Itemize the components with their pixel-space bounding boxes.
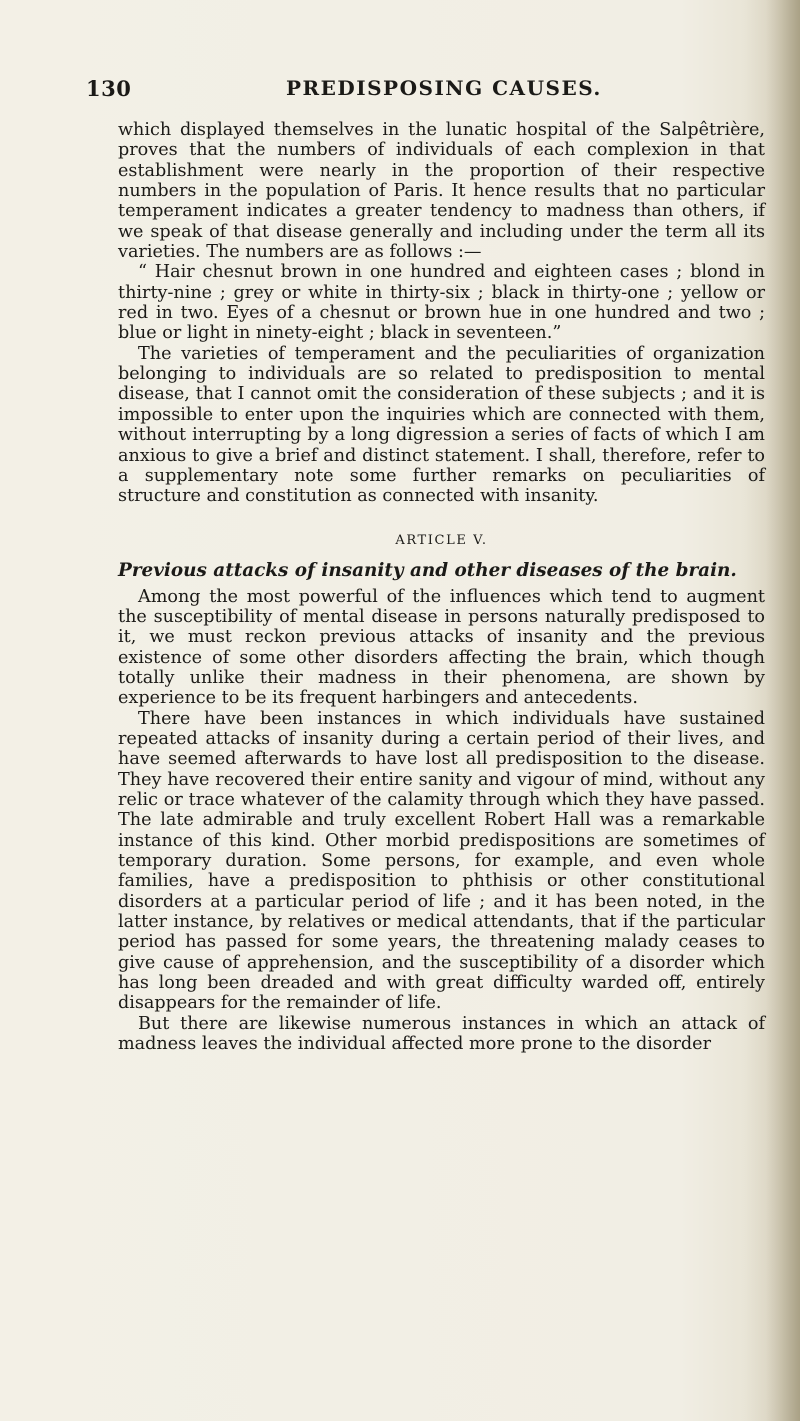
page-header (86, 76, 716, 110)
article-label: ARTICLE V. (395, 532, 488, 548)
paragraph-continuation: which displayed themselves in the lunatic hospital of the Salpêtrière, proves that the numbers of individuals of each complexion in that establishment were nearly in the proportion of their respective numbers in the population of Paris. It hence results that no particular temperament indicates a greater tendency to madness than others, if we speak of that disease generally and including under the term all its varieties. The numbers are as follows :— (118, 120, 765, 263)
page-number: 130 (86, 76, 132, 101)
article-paragraph: Among the most powerful of the influences which tend to augment the susceptibility of mental disease in persons naturally predisposed to it, we must reckon previous attacks of insanity and the previous existence of some other disorders affecting the brain, which though totally unlike their madness in their phenomena, are shown by experience to be its frequent harbingers and antecedents. (118, 586, 765, 709)
paragraph-quotation: “ Hair chesnut brown in one hundred and eighteen cases ; blond in thirty-nine ; grey or white in thirty-six ; black in thirty-one ; yellow or red in two. Eyes of a chesnut or brown hue in one hundred and two ; blue or light in ninety-eight ; black in seventeen.” (118, 262, 765, 344)
running-head: PREDISPOSING CAUSES. (286, 76, 602, 100)
article-paragraph: But there are likewise numerous instances in which an attack of madness leaves the individual affected more prone to the disorder (118, 1013, 765, 1055)
page-body (118, 120, 765, 1054)
article-paragraph: There have been instances in which individuals have sustained repeated attacks of insanity during a certain period of their lives, and have seemed afterwards to have lost all predisposition to the disease. They have recovered their entire sanity and vigour of mind, without any relic or trace whatever of the calamity through which they have passed. The late admirable and truly excellent Robert Hall was a remarkable instance of this kind. Other morbid predispositions are sometimes of temporary duration. Some persons, for example, and even whole families, have a predisposition to phthisis or other constitutional disorders at a particular period of life ; and it has been noted, in the latter instance, by relatives or medical attendants, that if the particular period has passed for some years, the threatening malady ceases to give cause of apprehension, and the susceptibility of a disorder which has long been dreaded and with great difficulty warded off, entirely disappears for the remainder of life. (118, 708, 765, 1014)
page-edge-shadow (766, 0, 800, 1421)
paragraph-temperament: The varieties of temperament and the peculiarities of organization belonging to individuals are so related to predisposition to mental disease, that I cannot omit the consideration of these subjects ; and it is impossible to enter upon the inquiries which are connected with them, without interrupting by a long digression a series of facts of which I am anxious to give a brief and distinct statement. I shall, therefore, refer to a supplementary note some further remarks on peculiarities of structure and constitution as connected with insanity. (118, 343, 765, 507)
article-heading: Previous attacks of insanity and other diseases of the brain. (118, 559, 737, 581)
